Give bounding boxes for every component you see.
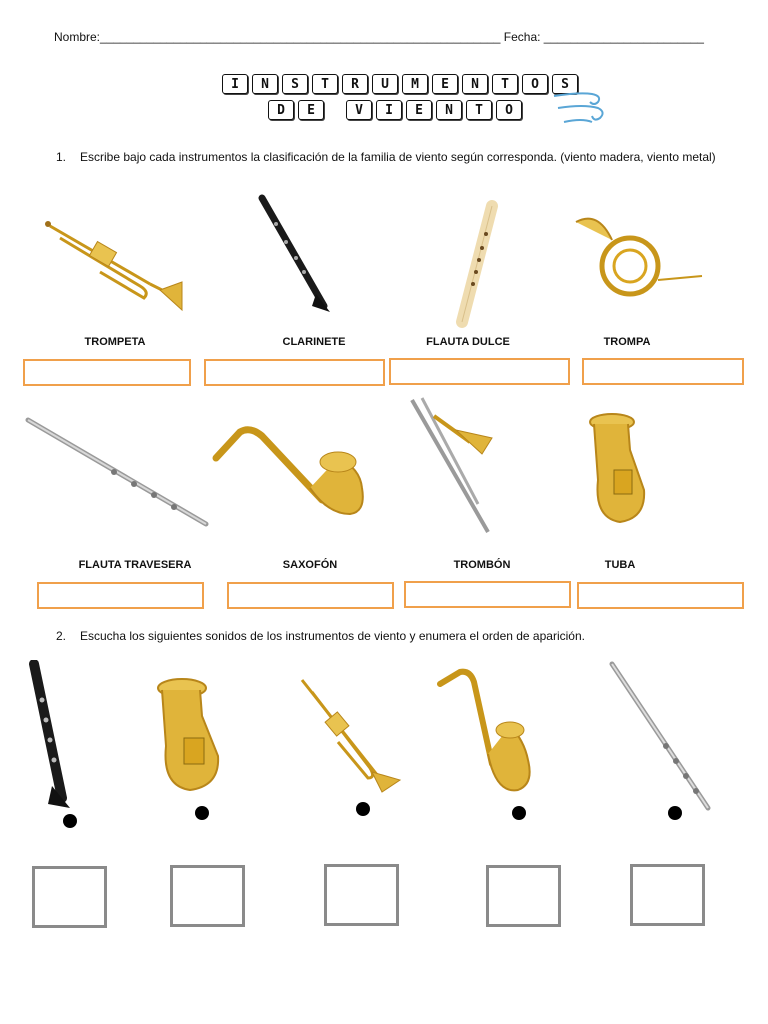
title-letter-tile: O bbox=[496, 100, 522, 120]
label-flauta-dulce: FLAUTA DULCE bbox=[426, 336, 510, 348]
title-line-2a bbox=[268, 100, 324, 120]
title-letter-tile: N bbox=[252, 74, 278, 94]
title-letter-tile: S bbox=[552, 74, 578, 94]
bullet-dot bbox=[668, 806, 682, 820]
wind-swirl-icon bbox=[552, 86, 606, 130]
bullet-dot bbox=[195, 806, 209, 820]
answer-box-trombon[interactable] bbox=[404, 581, 571, 608]
title-letter-tile: T bbox=[492, 74, 518, 94]
saxophone-icon bbox=[210, 418, 370, 528]
answer-box-clarinete[interactable] bbox=[204, 359, 385, 386]
listen-flute-icon bbox=[606, 660, 714, 812]
label-clarinete: CLARINETE bbox=[282, 336, 346, 348]
trumpet-icon bbox=[40, 206, 185, 316]
recorder-icon bbox=[440, 200, 520, 330]
label-tuba: TUBA bbox=[604, 559, 636, 571]
title-letter-tile: N bbox=[462, 74, 488, 94]
title-line-2b bbox=[346, 100, 522, 120]
title-letter-tile: D bbox=[268, 100, 294, 120]
clarinet-icon bbox=[250, 194, 340, 314]
answer-box-trompa[interactable] bbox=[582, 358, 744, 385]
tuba-icon bbox=[584, 410, 654, 528]
title-letter-tile: N bbox=[436, 100, 462, 120]
answer-box-flauta-dulce[interactable] bbox=[389, 358, 570, 385]
answer-box-trompeta[interactable] bbox=[23, 359, 191, 386]
bullet-dot bbox=[512, 806, 526, 820]
bullet-dot bbox=[63, 814, 77, 828]
answer-box-tuba[interactable] bbox=[577, 582, 744, 609]
title-letter-tile: T bbox=[466, 100, 492, 120]
title-letter-tile: R bbox=[342, 74, 368, 94]
listen-saxophone-icon bbox=[434, 664, 538, 800]
title-letter-tile: I bbox=[222, 74, 248, 94]
title-letter-tile: O bbox=[522, 74, 548, 94]
french-horn-icon bbox=[568, 210, 708, 305]
title-line-1 bbox=[222, 74, 578, 94]
label-trompa: TROMPA bbox=[603, 336, 651, 348]
bullet-dot bbox=[356, 802, 370, 816]
trombone-icon bbox=[404, 394, 496, 538]
order-box-4[interactable] bbox=[486, 865, 561, 927]
title-letter-tile: E bbox=[406, 100, 432, 120]
title-letter-tile: I bbox=[376, 100, 402, 120]
title-letter-tile: M bbox=[402, 74, 428, 94]
listen-trumpet-icon bbox=[294, 672, 404, 794]
answer-box-saxofon[interactable] bbox=[227, 582, 394, 609]
label-trompeta: TROMPETA bbox=[84, 336, 146, 348]
order-box-3[interactable] bbox=[324, 864, 399, 926]
order-box-2[interactable] bbox=[170, 865, 245, 927]
name-date-line: Nombre:____________________________________________________________ Fecha: ________________________ bbox=[54, 30, 704, 44]
label-saxofon: SAXOFÓN bbox=[282, 559, 338, 571]
listen-tuba-icon bbox=[152, 676, 232, 794]
order-box-5[interactable] bbox=[630, 864, 705, 926]
title-letter-tile: E bbox=[432, 74, 458, 94]
listen-clarinet-icon bbox=[24, 660, 80, 810]
title-letter-tile: V bbox=[346, 100, 372, 120]
label-flauta-travesera: FLAUTA TRAVESERA bbox=[78, 559, 192, 571]
title-letter-tile: S bbox=[282, 74, 308, 94]
title-letter-tile: E bbox=[298, 100, 324, 120]
flute-icon bbox=[24, 414, 210, 530]
answer-box-flauta-travesera[interactable] bbox=[37, 582, 204, 609]
order-box-1[interactable] bbox=[32, 866, 107, 928]
label-trombon: TROMBÓN bbox=[453, 559, 511, 571]
title-letter-tile: U bbox=[372, 74, 398, 94]
title-letter-tile: T bbox=[312, 74, 338, 94]
